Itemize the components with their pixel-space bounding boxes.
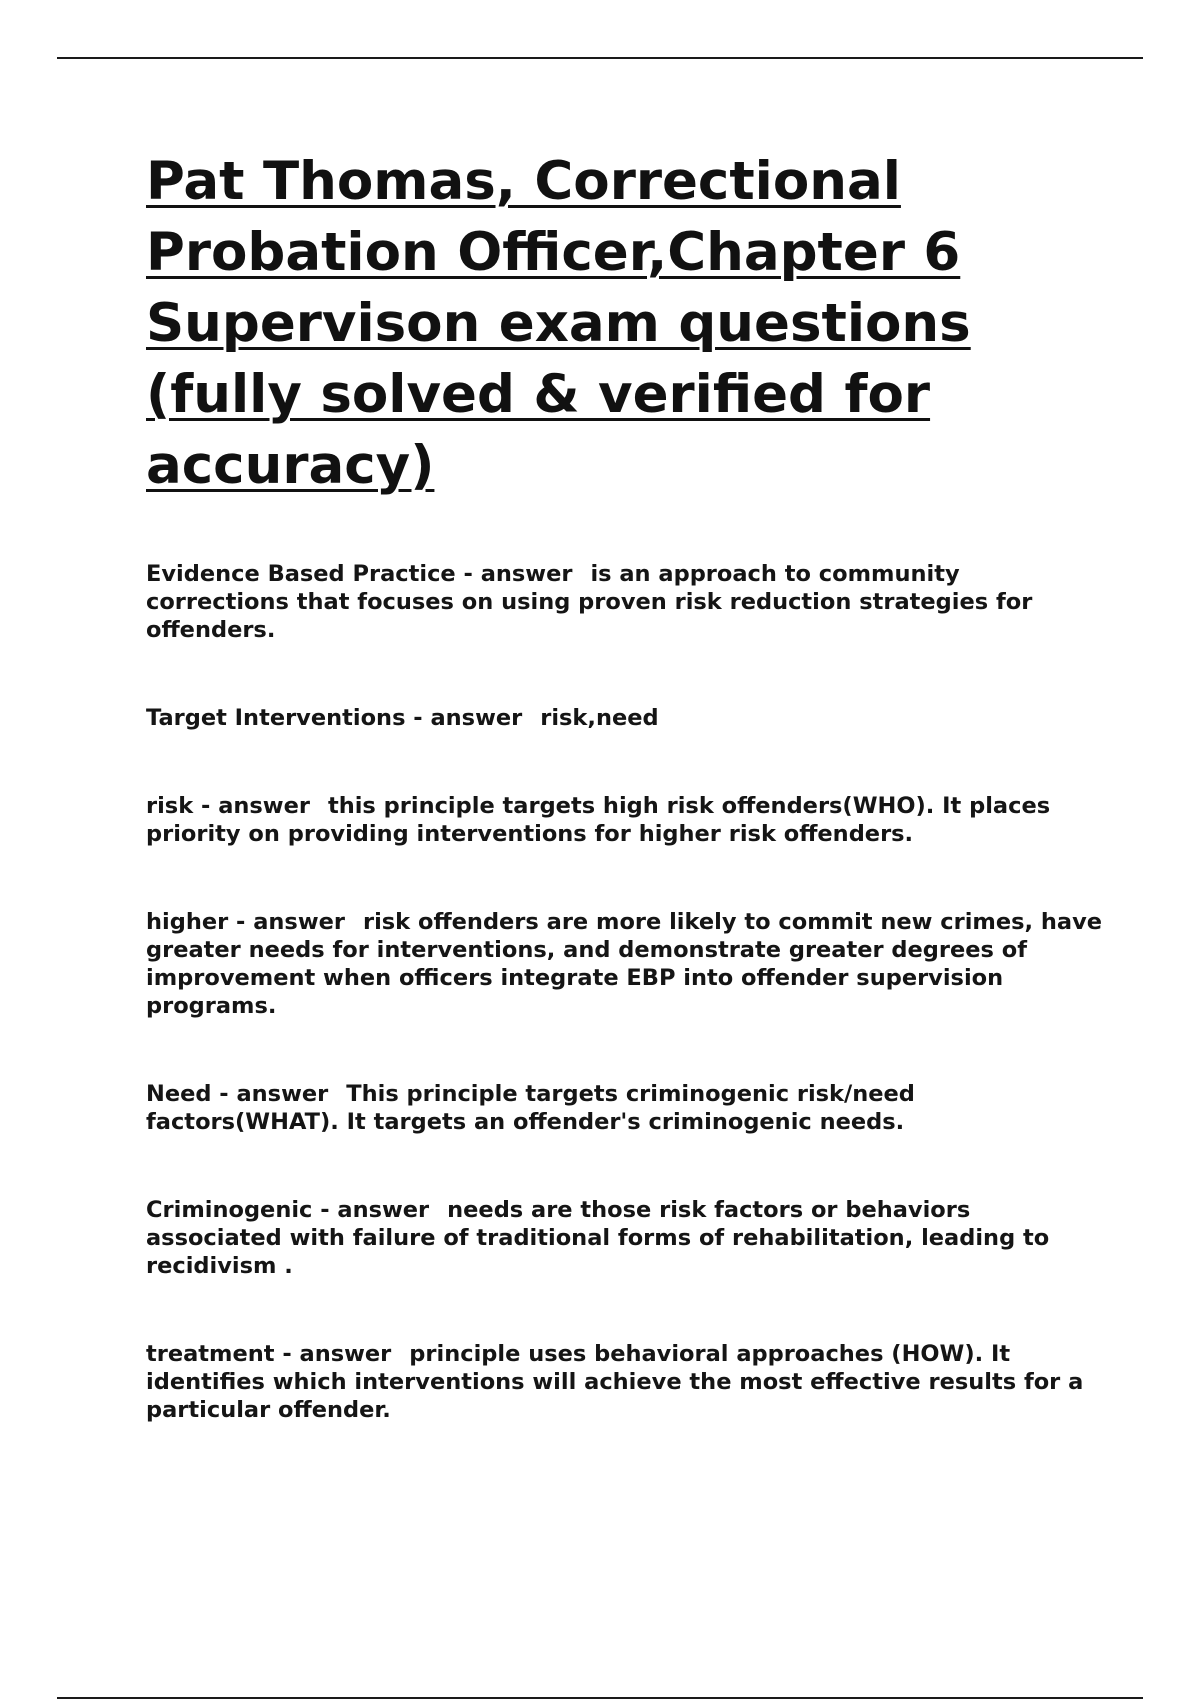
- qa-item: [146, 1340, 1106, 1424]
- qa-answer: is an approach to community corrections that focuses on using proven risk reduction strategies for offenders.: [146, 561, 1033, 643]
- page-top-rule: [57, 57, 1143, 59]
- qa-term: higher -: [146, 909, 253, 935]
- qa-answer: risk offenders are more likely to commit new crimes, have greater needs for interventions, and demonstrate greater degrees of improvement when officers integrate EBP into offender supervision programs.: [146, 909, 1103, 1019]
- answer-label: answer: [299, 1341, 392, 1367]
- answer-label: answer: [480, 561, 573, 587]
- qa-item: [146, 1196, 1106, 1280]
- qa-answer: risk,need: [540, 705, 659, 731]
- document-title: Pat Thomas, Correctional Probation Officer,Chapter 6 Supervison exam questions (fully solved & verified for accuracy): [146, 151, 971, 496]
- qa-answer: This principle targets criminogenic risk/need factors(WHAT). It targets an offender's criminogenic needs.: [146, 1081, 915, 1135]
- qa-item: [146, 1080, 1106, 1136]
- answer-label: answer: [218, 793, 310, 819]
- qa-item: [146, 792, 1106, 848]
- qa-term: Target Interventions -: [146, 705, 430, 731]
- qa-answer: needs are those risk factors or behaviors associated with failure of traditional forms of rehabilitation, leading to recidivism .: [146, 1197, 1050, 1279]
- qa-term: Criminogenic -: [146, 1197, 337, 1223]
- qa-answer: principle uses behavioral approaches (HOW). It identifies which interventions will achieve the most effective results for a particular offender.: [146, 1341, 1084, 1423]
- answer-label: answer: [236, 1081, 329, 1107]
- qa-term: Evidence Based Practice -: [146, 561, 481, 587]
- qa-answer: this principle targets high risk offenders(WHO). It places priority on providing interventions for higher risk offenders.: [146, 793, 1051, 847]
- answer-label: answer: [430, 705, 523, 731]
- qa-term: Need -: [146, 1081, 236, 1107]
- qa-item: [146, 704, 1106, 732]
- qa-term: risk -: [146, 793, 218, 819]
- qa-list: [146, 560, 1106, 1484]
- qa-term: treatment -: [146, 1341, 300, 1367]
- page-bottom-rule: [57, 1697, 1143, 1699]
- answer-label: answer: [253, 909, 345, 935]
- qa-item: [146, 560, 1106, 644]
- qa-item: [146, 908, 1106, 1020]
- answer-label: answer: [337, 1197, 430, 1223]
